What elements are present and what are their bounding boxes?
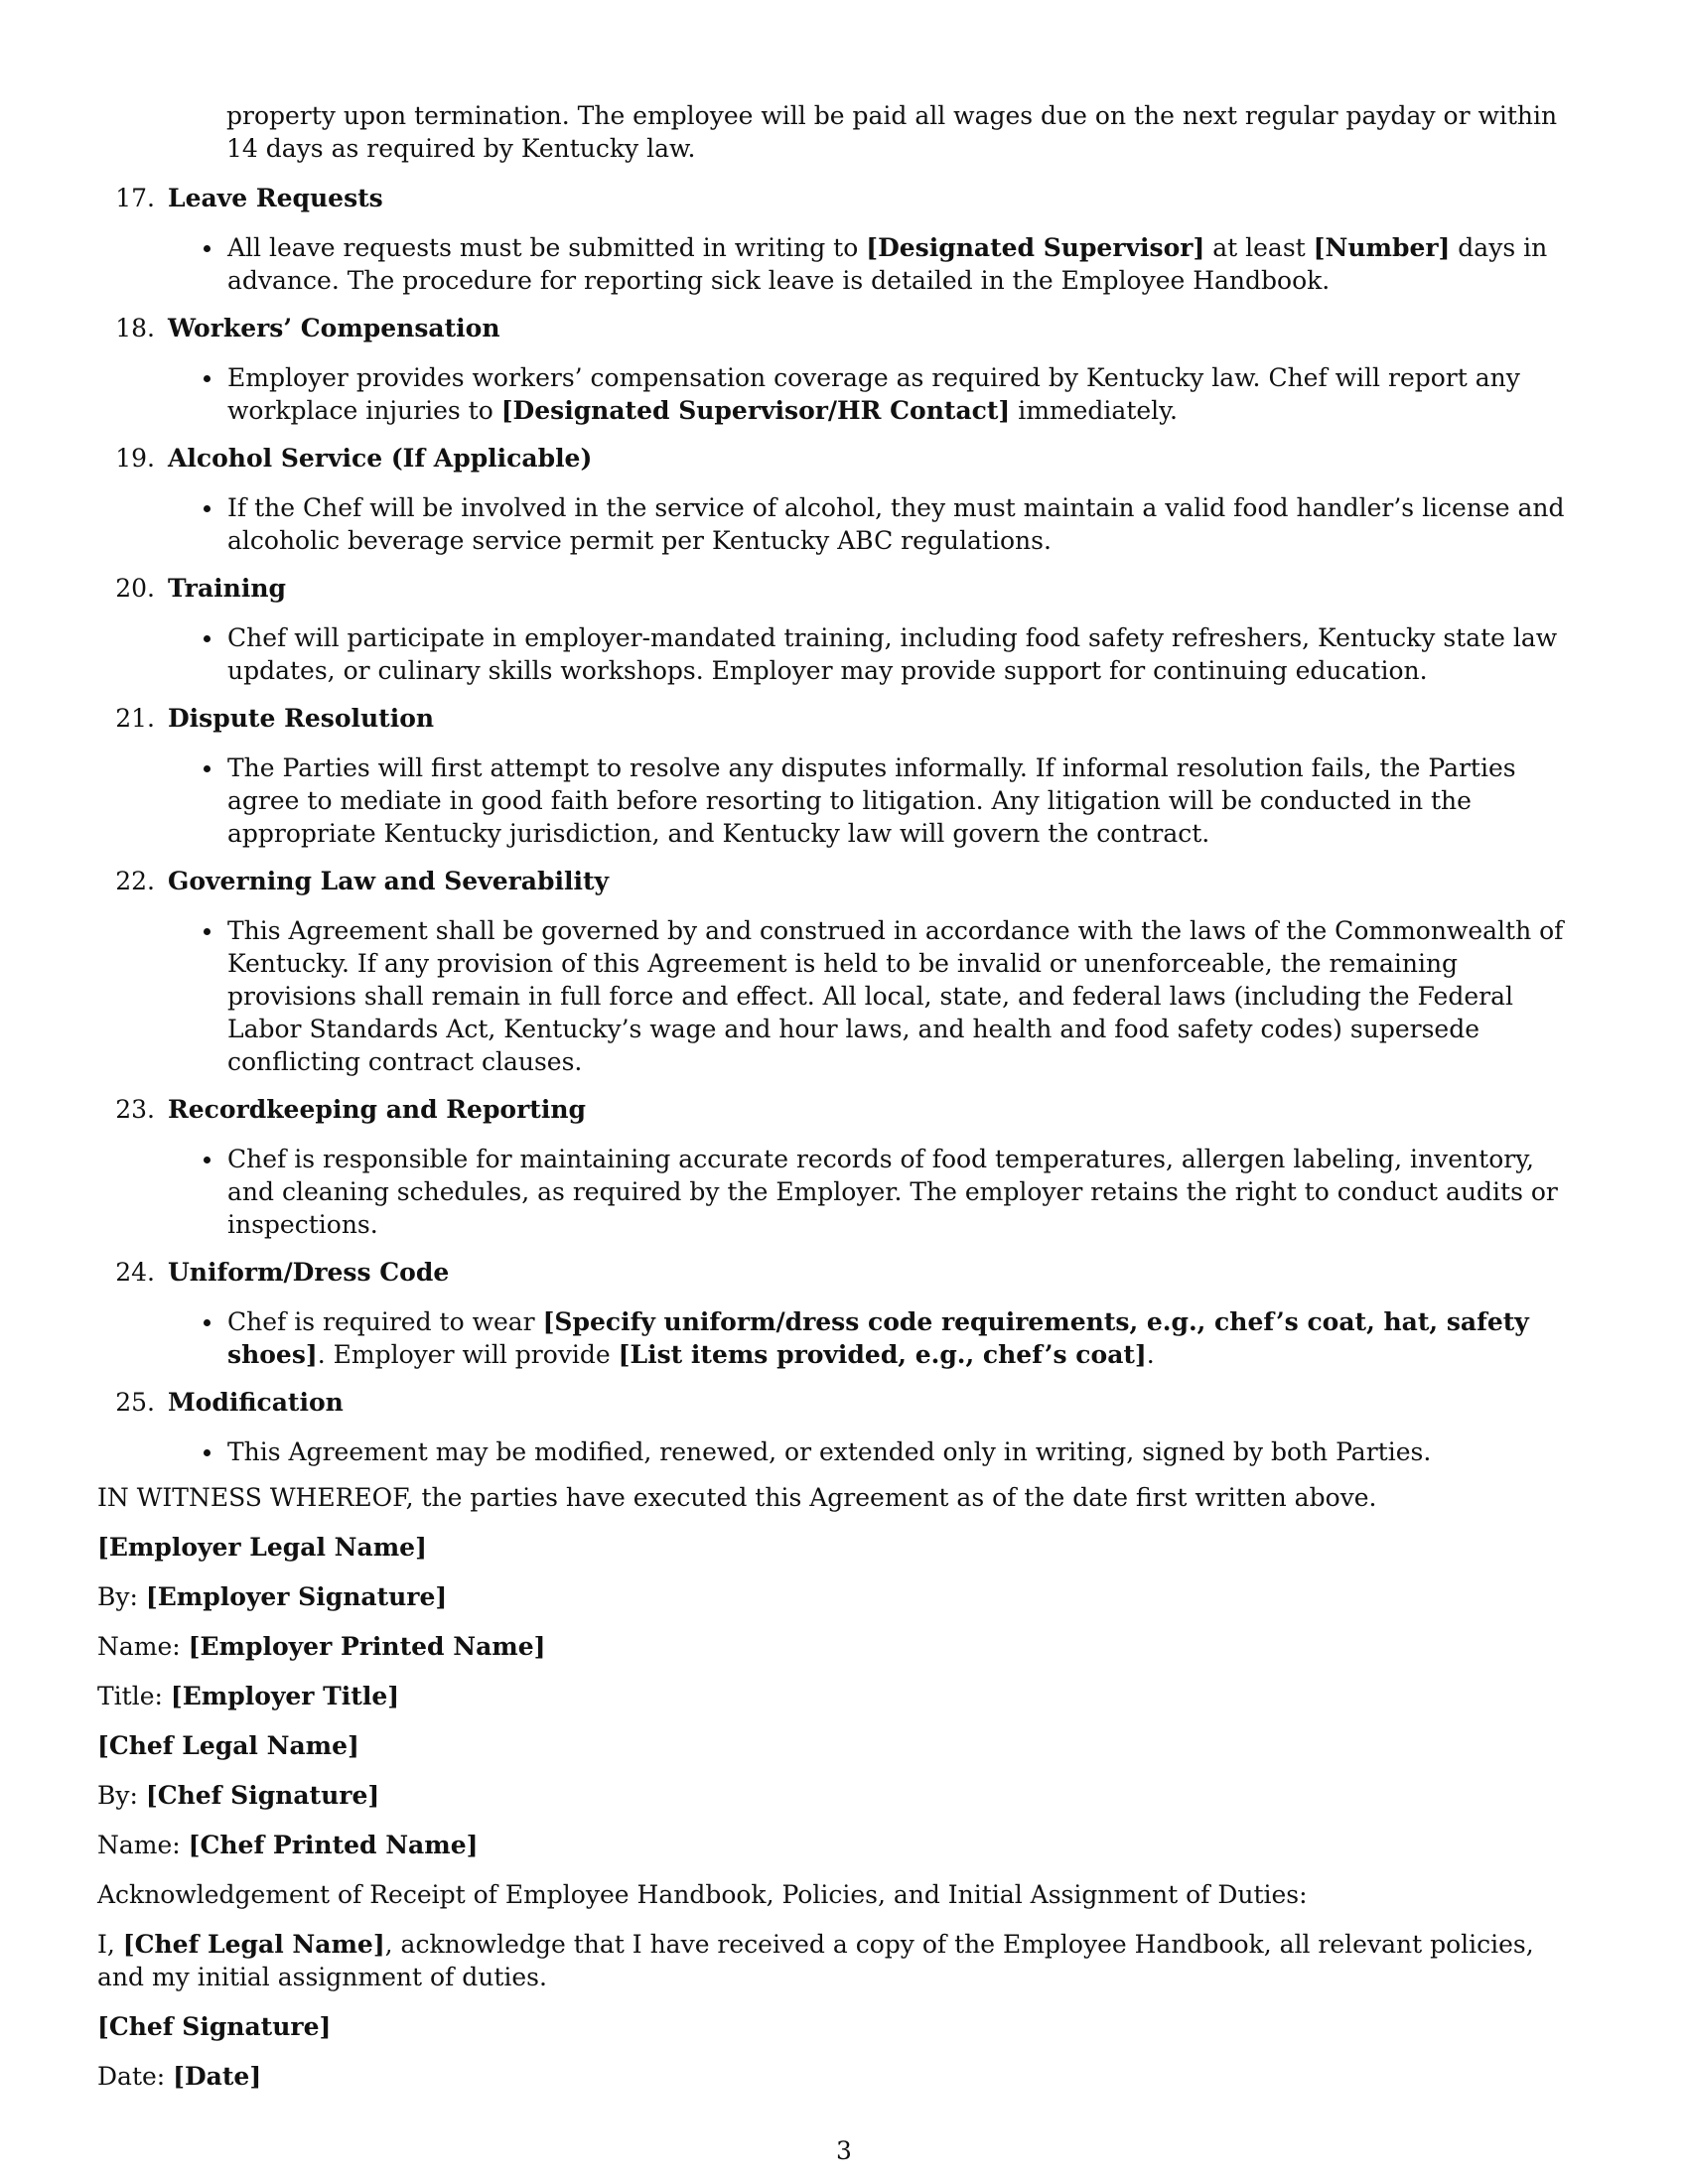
- section-title: Alcohol Service (If Applicable): [168, 444, 593, 473]
- chef-signature-line: By: [Chef Signature]: [97, 1781, 380, 1810]
- employer-printed-name-line: Name: [Employer Printed Name]: [97, 1632, 546, 1661]
- bullet-item: Chef will participate in employer-mandated training, including food safety refreshers, Kentucky state law updates, or culinary skills workshops. Employer may provide support for continuing education.: [227, 621, 1587, 687]
- section-bullets: [168, 751, 1587, 850]
- section-bullets: [168, 231, 1587, 297]
- section-number: 20.: [115, 574, 155, 603]
- section-title: Training: [168, 574, 286, 603]
- bullet-item: This Agreement may be modified, renewed, or extended only in writing, signed by both Parties.: [227, 1435, 1587, 1468]
- placeholder-field: [Employer Signature]: [145, 1582, 448, 1611]
- section-bullets: [168, 621, 1587, 687]
- bullet-item: All leave requests must be submitted in writing to [Designated Supervisor] at least [Number] days in advance. The procedure for reporting sick leave is detailed in the Employee Handbook.: [227, 231, 1587, 297]
- chef-legal-name-line: [97, 1729, 1587, 1762]
- placeholder-field: [Chef Signature]: [145, 1781, 380, 1810]
- section-title: Workers’ Compensation: [168, 314, 500, 342]
- bullet-item: This Agreement shall be governed by and construed in accordance with the laws of the Commonwealth of Kentucky. If any provision of this Agreement is held to be invalid or unenforceable, the remaining provisions shall remain in full force and effect. All local, state, and federal laws (including the Federal Labor Standards Act, Kentucky’s wage and hour laws, and health and food safety codes) supersede conflicting contract clauses.: [227, 914, 1587, 1078]
- section-number: 24.: [115, 1258, 155, 1287]
- placeholder-field: [Employer Legal Name]: [97, 1533, 427, 1562]
- document-page: [97, 99, 1587, 2110]
- section-title: Recordkeeping and Reporting: [168, 1095, 586, 1124]
- placeholder-field: [Date]: [173, 2062, 262, 2091]
- section-number: 19.: [115, 444, 155, 473]
- placeholder-field: [Chef Legal Name]: [97, 1731, 359, 1760]
- section-number: 25.: [115, 1388, 155, 1417]
- section-title: Modification: [168, 1388, 344, 1417]
- bullet-item: Chef is required to wear [Specify uniform/dress code requirements, e.g., chef’s coat, hat, safety shoes]. Employer will provide [List items provided, e.g., chef’s coat].: [227, 1305, 1587, 1371]
- placeholder-field: [Specify uniform/dress code requirements, e.g., chef’s coat, hat, safety shoes]: [227, 1307, 1529, 1369]
- section-workers-compensation: [97, 312, 1587, 427]
- contract-sections: [97, 182, 1587, 1468]
- section-title: Uniform/Dress Code: [168, 1258, 450, 1287]
- section-alcohol-service: [97, 442, 1587, 557]
- termination-continuation: property upon termination. The employee will be paid all wages due on the next regular payday or within 14 days as required by Kentucky law.: [226, 101, 1558, 163]
- section-dispute-resolution: [97, 702, 1587, 850]
- section-bullets: [168, 1143, 1587, 1241]
- section-title: Governing Law and Severability: [168, 867, 610, 895]
- section-number: 22.: [115, 867, 155, 895]
- chef-printed-name-line: Name: [Chef Printed Name]: [97, 1831, 479, 1859]
- employer-signature-line: By: [Employer Signature]: [97, 1582, 448, 1611]
- section-bullets: [168, 491, 1587, 557]
- section-training: [97, 572, 1587, 687]
- placeholder-field: [Chef Printed Name]: [188, 1831, 479, 1859]
- witness-statement: IN WITNESS WHEREOF, the parties have executed this Agreement as of the date first written above.: [97, 1483, 1377, 1512]
- bullet-item: Employer provides workers’ compensation coverage as required by Kentucky law. Chef will report any workplace injuries to [Designated Supervisor/HR Contact] immediately.: [227, 361, 1587, 427]
- section-leave-requests: [97, 182, 1587, 297]
- section-title: Leave Requests: [168, 184, 383, 212]
- acknowledgement-date-line: Date: [Date]: [97, 2062, 262, 2091]
- section-bullets: [168, 914, 1587, 1078]
- section-bullets: [168, 1435, 1587, 1468]
- acknowledgement-signature-line: [97, 2010, 1587, 2043]
- section-number: 17.: [115, 184, 155, 212]
- bullet-item: The Parties will first attempt to resolve any disputes informally. If informal resolution fails, the Parties agree to mediate in good faith before resorting to litigation. Any litigation will be conducted in the appropriate Kentucky jurisdiction, and Kentucky law will govern the contract.: [227, 751, 1587, 850]
- placeholder-field: [List items provided, e.g., chef’s coat]: [618, 1340, 1147, 1369]
- bullet-item: Chef is responsible for maintaining accurate records of food temperatures, allergen labeling, inventory, and cleaning schedules, as required by the Employer. The employer retains the right to conduct audits or inspections.: [227, 1143, 1587, 1241]
- placeholder-field: [Designated Supervisor/HR Contact]: [500, 396, 1011, 425]
- bullet-item: If the Chef will be involved in the service of alcohol, they must maintain a valid food handler’s license and alcoholic beverage service permit per Kentucky ABC regulations.: [227, 491, 1587, 557]
- placeholder-field: [Chef Legal Name]: [122, 1930, 385, 1959]
- section-recordkeeping: [97, 1093, 1587, 1241]
- section-bullets: [168, 1305, 1587, 1371]
- acknowledgement-statement: I, [Chef Legal Name], acknowledge that I have received a copy of the Employee Handbook, all relevant policies, and my initial assignment of duties.: [97, 1930, 1534, 1991]
- acknowledgement-heading: Acknowledgement of Receipt of Employee Handbook, Policies, and Initial Assignment of Duties:: [97, 1880, 1308, 1909]
- section-modification: [97, 1386, 1587, 1468]
- placeholder-field: [Employer Printed Name]: [188, 1632, 546, 1661]
- placeholder-field: [Employer Title]: [170, 1682, 400, 1710]
- placeholder-field: [Number]: [1313, 233, 1451, 262]
- section-governing-law: [97, 865, 1587, 1078]
- placeholder-field: [Chef Signature]: [97, 2012, 332, 2041]
- placeholder-field: [Designated Supervisor]: [866, 233, 1205, 262]
- section-uniform-dress-code: [97, 1256, 1587, 1371]
- section-number: 23.: [115, 1095, 155, 1124]
- section-bullets: [168, 361, 1587, 427]
- section-title: Dispute Resolution: [168, 704, 435, 733]
- employer-legal-name-line: [97, 1531, 1587, 1564]
- signature-block: [97, 1481, 1587, 2093]
- employer-title-line: Title: [Employer Title]: [97, 1682, 400, 1710]
- section-number: 21.: [115, 704, 155, 733]
- section-number: 18.: [115, 314, 155, 342]
- page-number: 3: [836, 2136, 852, 2165]
